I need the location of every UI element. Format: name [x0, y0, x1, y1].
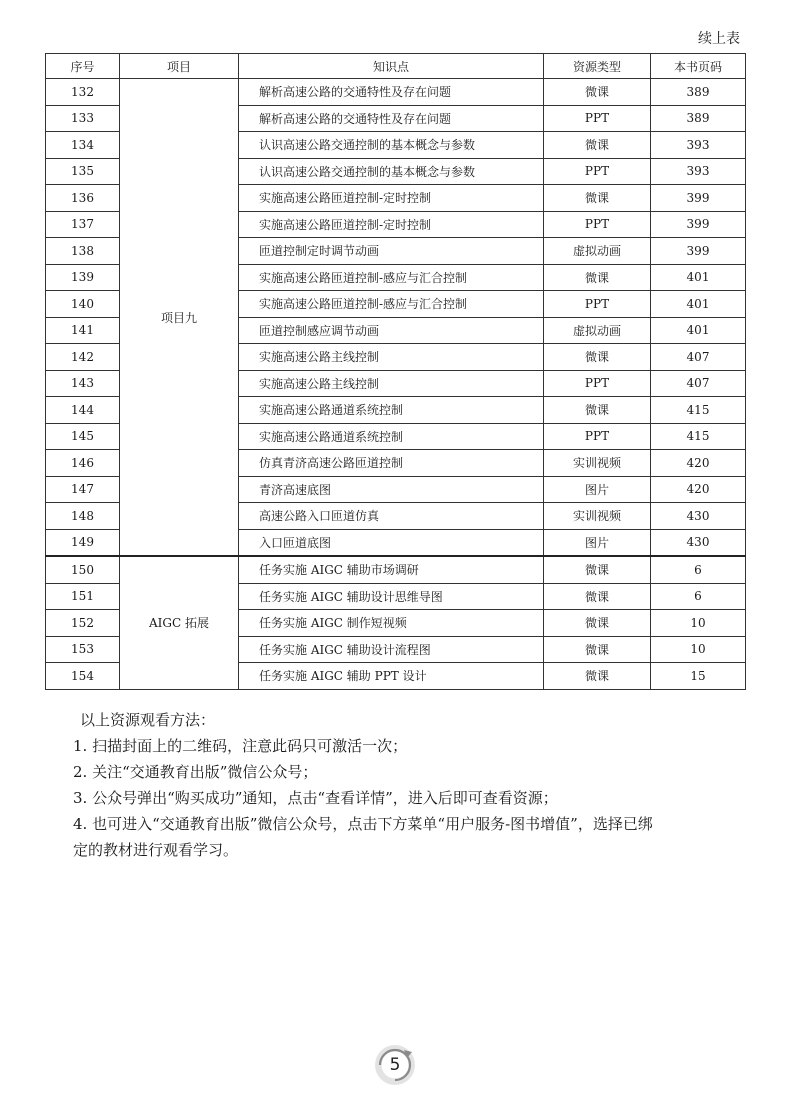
row-topic: 实施高速公路匝道控制-定时控制: [239, 185, 544, 212]
project-cell: AIGC 拓展: [120, 556, 239, 689]
row-topic: 仿真青济高速公路匝道控制: [239, 450, 544, 477]
row-seq: 145: [46, 423, 120, 450]
row-seq: 149: [46, 529, 120, 556]
row-type: 微课: [544, 583, 651, 610]
row-type: PPT: [544, 211, 651, 238]
row-type: 实训视频: [544, 450, 651, 477]
row-page: 401: [651, 291, 746, 318]
row-type: PPT: [544, 370, 651, 397]
row-topic: 任务实施 AIGC 制作短视频: [239, 610, 544, 637]
row-type: 微课: [544, 397, 651, 424]
row-topic: 任务实施 AIGC 辅助设计思维导图: [239, 583, 544, 610]
row-topic: 青济高速底图: [239, 476, 544, 503]
row-page: 399: [651, 211, 746, 238]
row-type: 微课: [544, 344, 651, 371]
row-seq: 133: [46, 105, 120, 132]
row-page: 401: [651, 264, 746, 291]
row-page: 430: [651, 503, 746, 530]
row-topic: 任务实施 AIGC 辅助市场调研: [239, 556, 544, 583]
row-topic: 高速公路入口匝道仿真: [239, 503, 544, 530]
row-topic: 实施高速公路通道系统控制: [239, 423, 544, 450]
row-seq: 148: [46, 503, 120, 530]
row-topic: 匝道控制感应调节动画: [239, 317, 544, 344]
row-seq: 152: [46, 610, 120, 637]
row-page: 389: [651, 105, 746, 132]
row-page: 10: [651, 610, 746, 637]
row-type: 微课: [544, 132, 651, 159]
row-type: PPT: [544, 423, 651, 450]
row-topic: 匝道控制定时调节动画: [239, 238, 544, 265]
row-seq: 135: [46, 158, 120, 185]
table-header-row: [46, 54, 746, 79]
row-page: 430: [651, 529, 746, 556]
row-page: 6: [651, 583, 746, 610]
row-topic: 实施高速公路主线控制: [239, 344, 544, 371]
row-seq: 153: [46, 636, 120, 663]
row-page: 10: [651, 636, 746, 663]
table-row: [46, 556, 746, 583]
row-type: 微课: [544, 264, 651, 291]
row-type: 实训视频: [544, 503, 651, 530]
row-page: 407: [651, 370, 746, 397]
header-seq: 序号: [46, 54, 120, 79]
row-page: 15: [651, 663, 746, 690]
row-type: 微课: [544, 636, 651, 663]
page-number: 5: [389, 1055, 401, 1075]
instruction-step-4-cont: 定的教材进行观看学习。: [73, 841, 239, 859]
row-seq: 134: [46, 132, 120, 159]
row-seq: 146: [46, 450, 120, 477]
header-page: 本书页码: [651, 54, 746, 79]
row-page: 399: [651, 238, 746, 265]
row-seq: 142: [46, 344, 120, 371]
row-type: 微课: [544, 610, 651, 637]
instruction-step-2: 2. 关注“交通教育出版”微信公众号；: [73, 763, 318, 781]
header-project: 项目: [120, 54, 239, 79]
row-seq: 136: [46, 185, 120, 212]
row-topic: 实施高速公路主线控制: [239, 370, 544, 397]
row-type: 微课: [544, 556, 651, 583]
header-topic: 知识点: [239, 54, 544, 79]
instruction-step-1: 1. 扫描封面上的二维码，注意此码只可激活一次；: [73, 737, 408, 755]
row-type: 图片: [544, 476, 651, 503]
row-topic: 实施高速公路匝道控制-感应与汇合控制: [239, 264, 544, 291]
row-page: 389: [651, 79, 746, 106]
row-page: 6: [651, 556, 746, 583]
row-page: 415: [651, 423, 746, 450]
resource-table: [45, 53, 746, 690]
row-seq: 141: [46, 317, 120, 344]
row-seq: 147: [46, 476, 120, 503]
row-seq: 144: [46, 397, 120, 424]
row-topic: 解析高速公路的交通特性及存在问题: [239, 79, 544, 106]
row-page: 393: [651, 158, 746, 185]
row-topic: 实施高速公路匝道控制-定时控制: [239, 211, 544, 238]
row-type: 微课: [544, 663, 651, 690]
row-type: PPT: [544, 158, 651, 185]
row-page: 401: [651, 317, 746, 344]
row-seq: 143: [46, 370, 120, 397]
row-topic: 实施高速公路匝道控制-感应与汇合控制: [239, 291, 544, 318]
project-cell: 项目九: [120, 79, 239, 557]
continued-label: 续上表: [698, 31, 740, 47]
row-type: PPT: [544, 105, 651, 132]
row-topic: 实施高速公路通道系统控制: [239, 397, 544, 424]
row-seq: 150: [46, 556, 120, 583]
table-row: [46, 79, 746, 106]
table-body: [46, 79, 746, 690]
row-page: 407: [651, 344, 746, 371]
row-page: 420: [651, 450, 746, 477]
instruction-step-4: 4. 也可进入“交通教育出版”微信公众号，点击下方菜单“用户服务-图书增值”，选择已绑: [73, 815, 653, 833]
row-type: PPT: [544, 291, 651, 318]
row-page: 393: [651, 132, 746, 159]
row-seq: 140: [46, 291, 120, 318]
row-seq: 132: [46, 79, 120, 106]
row-seq: 151: [46, 583, 120, 610]
row-topic: 解析高速公路的交通特性及存在问题: [239, 105, 544, 132]
row-page: 415: [651, 397, 746, 424]
row-type: 虚拟动画: [544, 317, 651, 344]
instruction-step-3: 3. 公众号弹出“购买成功”通知，点击“查看详情”，进入后即可查看资源；: [73, 789, 558, 807]
viewing-instructions: [73, 707, 750, 863]
row-type: 微课: [544, 79, 651, 106]
row-type: 微课: [544, 185, 651, 212]
row-seq: 139: [46, 264, 120, 291]
header-type: 资源类型: [544, 54, 651, 79]
row-topic: 入口匝道底图: [239, 529, 544, 556]
row-topic: 任务实施 AIGC 辅助设计流程图: [239, 636, 544, 663]
row-seq: 138: [46, 238, 120, 265]
instructions-intro: 以上资源观看方法：: [80, 711, 216, 729]
row-topic: 认识高速公路交通控制的基本概念与参数: [239, 158, 544, 185]
row-topic: 认识高速公路交通控制的基本概念与参数: [239, 132, 544, 159]
row-seq: 137: [46, 211, 120, 238]
row-seq: 154: [46, 663, 120, 690]
row-type: 虚拟动画: [544, 238, 651, 265]
row-topic: 任务实施 AIGC 辅助 PPT 设计: [239, 663, 544, 690]
row-page: 399: [651, 185, 746, 212]
row-type: 图片: [544, 529, 651, 556]
row-page: 420: [651, 476, 746, 503]
